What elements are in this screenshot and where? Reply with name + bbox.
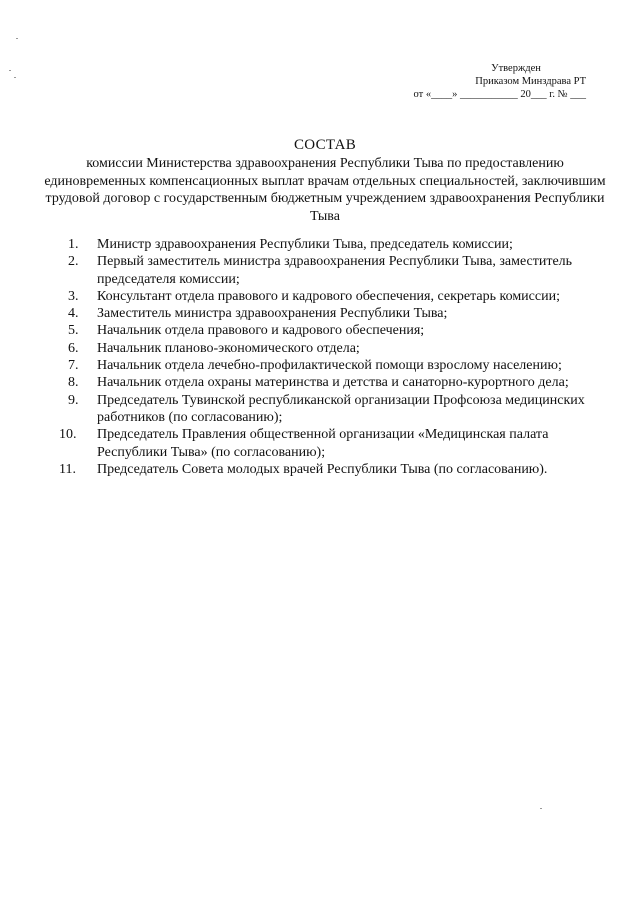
approval-stamp-block: [366, 62, 586, 101]
list-item-text: Министр здравоохранения Республики Тыва, председатель комиссии;: [97, 237, 513, 252]
list-item: [66, 253, 596, 288]
list-item-text: Консультант отдела правового и кадрового обеспечения, секретарь комиссии;: [97, 288, 560, 304]
list-item-text: Председатель Совета молодых врачей Республики Тыва (по согласованию).: [97, 461, 548, 477]
list-item-text: Первый заместитель министра здравоохранения Республики Тыва, заместитель председателя комиссии;: [97, 254, 573, 287]
list-item-number: 9.: [68, 392, 79, 408]
list-item-number: 11.: [59, 461, 76, 477]
list-item: [66, 288, 596, 305]
document-title: СОСТАВ: [293, 137, 357, 153]
scan-speck: [16, 38, 18, 39]
list-item-text: Председатель Тувинской республиканской организации Профсоюза медицинских работников (по согласованию);: [97, 392, 585, 425]
list-item-number: 10.: [59, 427, 77, 443]
commission-members-list: [59, 236, 596, 478]
list-item: [66, 357, 596, 374]
list-item-number: 5.: [68, 323, 79, 339]
list-item-number: 6.: [68, 340, 79, 356]
list-item-text: Начальник планово-экономического отдела;: [97, 340, 360, 356]
list-item: [66, 392, 596, 427]
list-item-number: 2.: [68, 254, 79, 270]
list-item-number: 8.: [68, 375, 79, 391]
list-item-number: 3.: [68, 288, 79, 304]
approval-line-order: Приказом Минздрава РТ: [475, 76, 586, 87]
list-item: [66, 374, 596, 391]
list-item: [66, 236, 596, 253]
list-item: [66, 322, 596, 339]
list-item-text: Начальник отдела правового и кадрового обеспечения;: [97, 323, 425, 339]
list-item: [66, 340, 596, 357]
approval-line-approved: Утвержден: [491, 63, 541, 74]
list-item-number: 4.: [68, 306, 79, 322]
scan-speck: [540, 808, 542, 809]
list-item-text: Председатель Правления общественной организации «Медицинская палата Республики Тыва» (по согласованию);: [97, 427, 549, 460]
list-item: [59, 461, 596, 478]
list-item: [66, 305, 596, 322]
list-item-text: Начальник отдела охраны материнства и детства и санаторно-курортного дела;: [97, 375, 569, 391]
list-item-number: 7.: [68, 358, 79, 374]
scan-speck: [14, 77, 16, 78]
list-item: [59, 426, 596, 461]
list-item-text: Начальник отдела лечебно-профилактической помощи взрослому населению;: [97, 358, 562, 374]
scan-speck: [9, 70, 11, 71]
document-subtitle: комиссии Министерства здравоохранения Республики Тыва по предоставлению единовременных компенсационных выплат врачам отдельных специальностей, заключившим трудовой договор с государственным бюджетным учреждением здравоохранения Республики Тыва: [44, 156, 606, 224]
document-heading: [40, 136, 610, 225]
approval-line-date: от «____» ___________ 20___ г. № ___: [413, 89, 586, 100]
list-item-number: 1.: [68, 237, 79, 252]
list-item-text: Заместитель министра здравоохранения Республики Тыва;: [97, 306, 448, 322]
